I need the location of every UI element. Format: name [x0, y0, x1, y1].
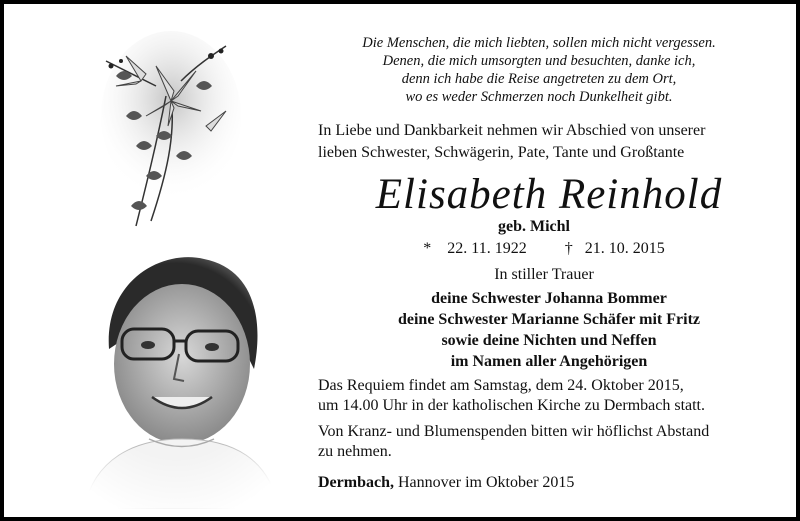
death-date: 21. 10. 2015 [584, 240, 665, 257]
birth-date: 22. 11. 1922 [447, 240, 527, 257]
mourner-line: deine Schwester Marianne Schäfer mit Fritz [397, 311, 700, 328]
mourner-line: sowie deine Nichten und Neffen [441, 332, 657, 349]
poem-line: Denen, die mich umsorgten und besuchten, danke ich, [382, 53, 696, 69]
intro-text [318, 120, 778, 164]
deceased-name: Elisabeth Reinhold [375, 171, 723, 218]
portrait-photo [54, 239, 299, 509]
requiem-line: um 14.00 Uhr in der katholischen Kirche zu Dermbach statt. [318, 397, 705, 414]
poem-line: Die Menschen, die mich liebten, sollen mich nicht vergessen. [362, 35, 716, 51]
maiden-name: geb. Michl [498, 218, 570, 235]
flowers-note-line: zu nehmen. [318, 443, 392, 460]
signature-place: Dermbach, [318, 474, 394, 491]
poem [304, 34, 774, 106]
requiem-info [318, 376, 788, 416]
lily-bouquet-illustration [96, 26, 246, 236]
poem-line: wo es weder Schmerzen noch Dunkelheit gibt. [405, 89, 673, 105]
poem-line: denn ich habe die Reise angetreten zu dem Ort, [401, 71, 677, 87]
intro-line: In Liebe und Dankbarkeit nehmen wir Abschied von unserer [318, 122, 706, 139]
intro-line: lieben Schwester, Schwägerin, Pate, Tante und Großtante [318, 144, 685, 161]
requiem-line: Das Requiem findet am Samstag, dem 24. Oktober 2015, [318, 377, 684, 394]
birth-symbol: * [423, 240, 432, 257]
mourners-list [314, 288, 784, 372]
death-symbol: † [564, 240, 573, 257]
mourning-heading: In stiller Trauer [494, 266, 594, 283]
flowers-note [318, 422, 788, 462]
life-dates [324, 240, 764, 258]
signature-line [318, 474, 788, 492]
signature-rest: Hannover im Oktober 2015 [397, 474, 575, 491]
mourner-line: deine Schwester Johanna Bommer [431, 290, 667, 307]
flowers-note-line: Von Kranz- und Blumenspenden bitten wir höflichst Abstand [318, 423, 710, 440]
mourner-line: im Namen aller Angehörigen [450, 353, 648, 370]
